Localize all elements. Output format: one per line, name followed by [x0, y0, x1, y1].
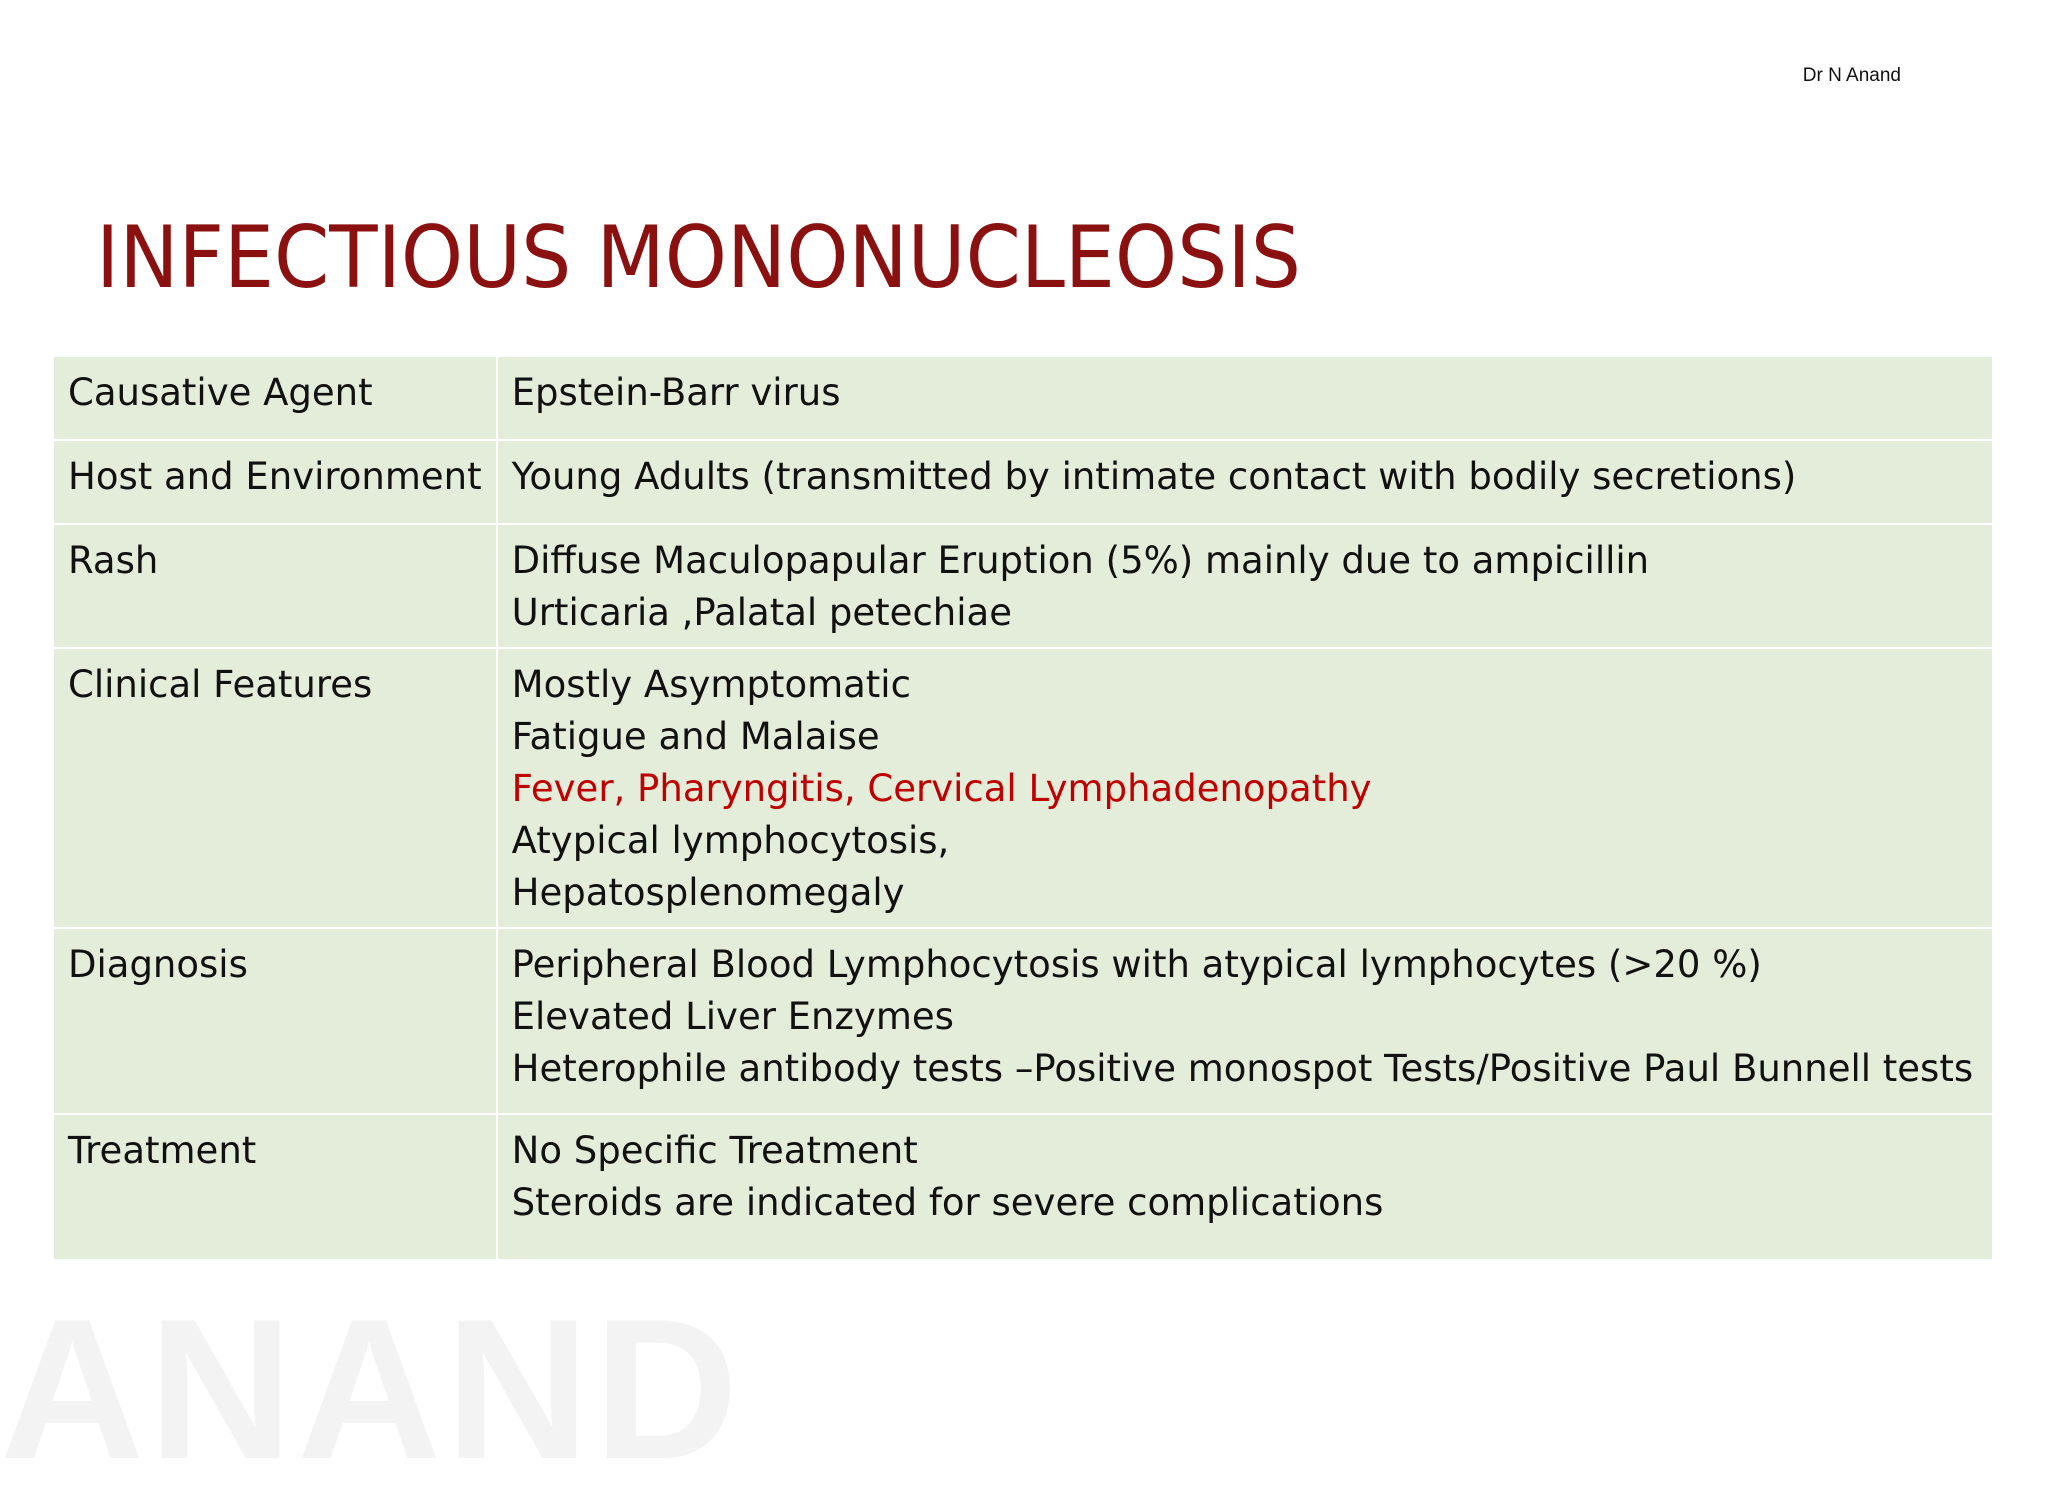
value-line: Peripheral Blood Lymphocytosis with atypical lymphocytes (>20 %)	[511, 943, 1762, 986]
row-value	[497, 928, 1993, 1114]
value-line: Elevated Liver Enzymes	[511, 995, 954, 1038]
row-label: Causative Agent	[53, 356, 497, 440]
row-value	[497, 648, 1993, 928]
row-label: Clinical Features	[53, 648, 497, 928]
value-line: Atypical lymphocytosis,	[511, 819, 950, 862]
value-line: Epstein-Barr virus	[511, 371, 841, 414]
table-row-clinical-features	[53, 648, 1993, 928]
value-line: Mostly Asymptomatic	[511, 663, 911, 706]
value-line: No Specific Treatment	[511, 1129, 918, 1172]
watermark: ANAND	[0, 1278, 743, 1501]
row-value	[497, 1114, 1993, 1260]
table-row-diagnosis	[53, 928, 1993, 1114]
value-line: Urticaria ,Palatal petechiae	[511, 591, 1012, 634]
row-value	[497, 356, 1993, 440]
author-credit: Dr N Anand	[1802, 65, 1901, 86]
slide-title: INFECTIOUS MONONUCLEOSIS	[96, 208, 1301, 308]
table-row-causative-agent	[53, 356, 1993, 440]
row-label: Rash	[53, 524, 497, 648]
value-line: Steroids are indicated for severe complications	[511, 1181, 1384, 1224]
value-line: Heterophile antibody tests –Positive monospot Tests/Positive Paul Bunnell tests	[511, 1047, 1974, 1090]
table-row-host-and-environment	[53, 440, 1993, 524]
row-value	[497, 524, 1993, 648]
info-table	[52, 355, 1994, 1261]
value-line-highlighted: Fever, Pharyngitis, Cervical Lymphadenopathy	[511, 767, 1372, 810]
value-line: Fatigue and Malaise	[511, 715, 880, 758]
table-row-rash	[53, 524, 1993, 648]
row-label: Host and Environment	[53, 440, 497, 524]
row-value	[497, 440, 1993, 524]
value-line: Young Adults (transmitted by intimate contact with bodily secretions)	[511, 455, 1797, 498]
row-label: Treatment	[53, 1114, 497, 1260]
value-line: Hepatosplenomegaly	[511, 871, 905, 914]
value-line: Diffuse Maculopapular Eruption (5%) mainly due to ampicillin	[511, 539, 1650, 582]
row-label: Diagnosis	[53, 928, 497, 1114]
table-row-treatment	[53, 1114, 1993, 1260]
